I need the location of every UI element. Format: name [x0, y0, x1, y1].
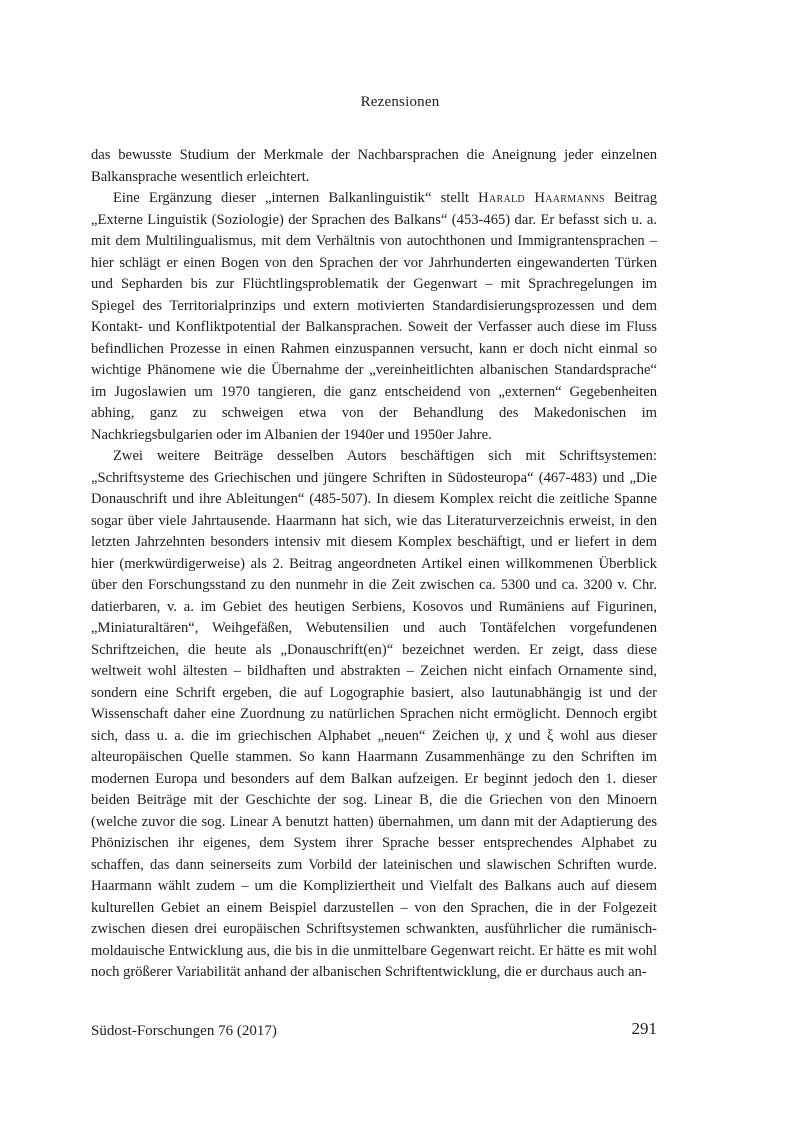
- paragraph: [91, 145, 657, 188]
- journal-citation: Südost-Forschungen 76 (2017): [91, 1023, 277, 1039]
- paragraph-text: Beitrag „Externe Linguistik (Soziologie) der Sprachen des Balkans“ (453-465) dar. Er befasst sich u. a. mit dem Multilingualismus, mit dem Verhältnis von autochthonen und Immigrantensprachen – hier schlägt er einen Bogen von den Sprachen der vor Jahrhunderten eingewanderten Türken und Sepharden bis zur Flüchtlingsproblematik der Gegenwart – mit Sprachregelungen im Spiegel des Territorialprinzips und extern motivierten Standardisierungsprozessen und dem Kontakt- und Konfliktpotential der Balkansprachen. Soweit der Verfasser auch diese im Fluss befindlichen Prozesse in einen Rahmen einzuspannen versucht, kann er doch nicht einmal so wichtige Phänomene wie die Übernahme der „vereinheitlichten albanischen Standardsprache“ im Jugoslawien um 1970 tangieren, die ganz entscheidend von „externen“ Gegebenheiten abhing, ganz zu schweigen etwa von der Behandlung des Makedonischen im Nachkriegsbulgarien oder im Albanien der 1940er und 1950er Jahre.: [91, 190, 657, 443]
- running-head: Rezensionen: [360, 94, 440, 110]
- paragraph: [91, 446, 657, 984]
- paragraph: [91, 188, 657, 446]
- author-name: Harald Haarmanns: [478, 190, 605, 206]
- paragraph-text: das bewusste Studium der Merkmale der Nachbarsprachen die Aneignung jeder einzelnen Balkansprache wesentlich erleichtert.: [91, 147, 657, 185]
- page-number: 291: [631, 1019, 657, 1038]
- paragraph-text: Eine Ergänzung dieser „internen Balkanlinguistik“ stellt: [113, 190, 479, 206]
- paragraph-text: Zwei weitere Beiträge desselben Autors beschäftigen sich mit Schriftsystemen: „Schriftsysteme des Griechischen und jüngere Schriften in Südosteuropa“ (467-483) und „Die Donauschrift und ihre Ableitungen“ (485-507). In diesem Komplex reicht die zeitliche Spanne sogar über viele Jahrtausende. Haarmann hat sich, wie das Literaturverzeichnis erweist, in den letzten Jahrzehnten besonders intensiv mit diesem Komplex beschäftigt, und er liefert in dem hier (merkwürdigerweise) als 2. Beitrag angeordneten Artikel einen willkommenen Überblick über den Forschungsstand zu den nunmehr in die Zeit zwischen ca. 5300 und ca. 3200 v. Chr. datierbaren, v. a. im Gebiet des heutigen Serbiens, Kosovos und Rumäniens auf Figurinen, „Miniaturaltären“, Weihgefäßen, Webutensilien und auch Tontäfelchen vorgefundenen Schriftzeichen, die heute als „Donauschrift(en)“ bezeichnet werden. Er zeigt, dass diese weltweit wohl ältesten – bildhaften und abstrakten – Zeichen nicht einfach Ornamente sind, sondern eine Schrift ergeben, die auf Logographie basiert, also lautunabhängig ist und der Wissenschaft daher eine Zuordnung zu natürlichen Sprachen nicht ermöglicht. Dennoch ergibt sich, dass u. a. die im griechischen Alphabet „neuen“ Zeichen ψ, χ und ξ wohl aus dieser alteuropäischen Quelle stammen. So kann Haarmann Zusammenhänge zu den Schriften im modernen Europa und besonders auf dem Balkan aufzeigen. Er beginnt jedoch den 1. dieser beiden Beiträge mit der Geschichte der sog. Linear B, die die Griechen von den Minoern (welche zuvor die sog. Linear A benutzt hatten) übernahmen, um dann mit der Adaptierung des Phönizischen ihr eigenes, dem System ihrer Sprache besser entsprechendes Alphabet zu schaffen, das dann seinerseits zum Vorbild der lateinischen und slawischen Schriften wurde. Haarmann wählt zudem – um die Kompliziertheit und Vielfalt des Balkans auch auf diesem kulturellen Gebiet an einem Beispiel darzustellen – von den Sprachen, die in der Folgezeit zwischen diesen drei europäischen Schriftsystemen schwankten, ausführlicher die rumänisch-moldauische Entwicklung aus, die bis in die unmittelbare Gegenwart reicht. Er hätte es mit wohl noch größerer Variabilität anhand der albanischen Schriftentwicklung, die er durchaus auch an-: [91, 448, 657, 980]
- body-text: [91, 145, 657, 984]
